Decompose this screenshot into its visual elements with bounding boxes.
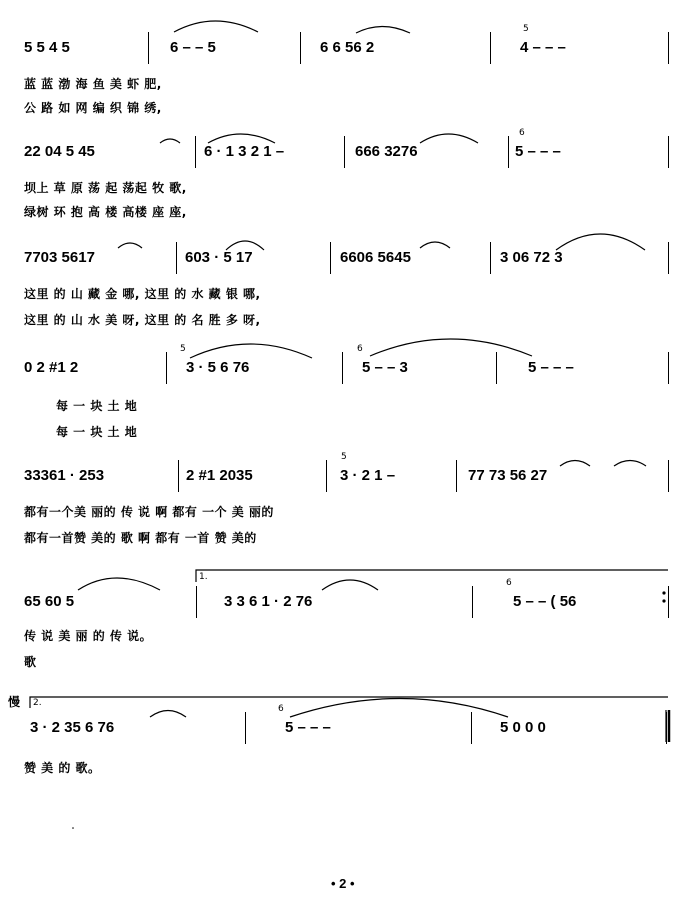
lyric-line: 传 说 美 丽 的 传 说。 [24,629,153,643]
lyric-line: 歌 [24,655,37,669]
slur [174,21,258,32]
barline [330,242,331,274]
note-measure: 5 – – ( 56 [513,593,577,610]
barline [496,352,497,384]
volta-bracket [196,570,668,582]
barline [245,712,246,744]
lyric-line: 这里 的 山 水 美 呀, 这里 的 名 胜 多 呀, [24,313,261,327]
grace-note: 6 [357,344,363,354]
note-measure: 3 · 2 35 6 76 [30,719,115,736]
note-measure: 6 – – 5 [170,39,216,56]
barline [668,32,669,64]
barline [668,352,669,384]
barline [344,136,345,168]
lyric-line: 都有一个美 丽的 传 说 啊 都有 一个 美 丽的 [24,505,274,519]
barline [668,136,669,168]
barline [471,712,472,744]
note-measure: 5 – – – [528,359,574,376]
stray-mark [72,827,74,829]
lyric-line: 坝上 草 原 荡 起 荡起 牧 歌, [24,181,187,195]
grace-note: 5 [341,452,347,462]
note-measure: 7703 5617 [24,249,95,266]
barline [472,586,473,618]
note-measure: 6 6 56 2 [320,39,375,56]
barline [148,32,149,64]
lyric-line: 都有一首赞 美的 歌 啊 都有 一首 赞 美的 [24,531,257,545]
lyric-line: 蓝 蓝 渤 海 鱼 美 虾 肥, [24,77,162,91]
grace-note: 5 [180,344,186,354]
grace-note: 6 [519,128,525,138]
note-measure: 603 · 5 17 [185,249,253,266]
barline [166,352,167,384]
page-number: • 2 • [331,876,355,891]
lyric-line: 赞 美 的 歌。 [24,761,101,775]
slur [614,461,646,467]
note-measure: 3 06 72 3 [500,249,563,266]
note-measure: 3 · 5 6 76 [186,359,250,376]
slur [420,134,478,143]
note-measure: 3 · 2 1 – [340,467,396,484]
barline [456,460,457,492]
note-measure: 0 2 #1 2 [24,359,79,376]
lyric-line: 这里 的 山 藏 金 哪, 这里 的 水 藏 银 哪, [24,287,261,301]
note-measure: 6606 5645 [340,249,411,266]
slur [560,461,590,467]
barline [178,460,179,492]
note-measure: 4 – – – [520,39,566,56]
slur [290,699,508,718]
barline [668,242,669,274]
note-measure: 5 – – 3 [362,359,408,376]
barline [342,352,343,384]
volta-number: 2. [33,698,42,708]
note-measure: 33361 · 253 [24,467,105,484]
slur [420,242,450,248]
slur [160,139,180,143]
barline [668,586,669,618]
note-measure: 5 – – – [285,719,331,736]
slur [556,234,645,250]
lyric-line: 公 路 如 网 编 织 锦 绣, [24,101,162,115]
barline [176,242,177,274]
slur [356,27,410,34]
note-measure: 22 04 5 45 [24,143,95,160]
barline [668,460,669,492]
note-measure: 666 3276 [355,143,418,160]
slur [78,578,160,590]
lyric-line: 每 一 块 土 地 [56,399,138,413]
grace-note: 6 [506,578,512,588]
volta-bracket [30,697,668,708]
grace-note: 6 [278,704,284,714]
slur [150,711,186,718]
slur [190,344,312,358]
note-measure: 3 3 6 1 · 2 76 [224,593,313,610]
repeat-dot [662,599,665,602]
volta-number: 1. [199,572,208,582]
barline [196,586,197,618]
barline [666,712,667,744]
grace-note: 5 [523,24,529,34]
note-measure: 77 73 56 27 [468,467,548,484]
barline [508,136,509,168]
slur [370,339,532,356]
lyric-line: 绿树 环 抱 高 楼 高楼 座 座, [24,205,187,219]
tempo-mark: 慢 [8,695,21,709]
barline [490,32,491,64]
slur [322,580,378,590]
note-measure: 5 – – – [515,143,561,160]
note-measure: 5 5 4 5 [24,39,70,56]
note-measure: 5 0 0 0 [500,719,546,736]
barline [490,242,491,274]
lyric-line: 每 一 块 土 地 [56,425,138,439]
note-measure: 2 #1 2035 [186,467,253,484]
note-measure: 6 · 1 3 2 1 – [204,143,285,160]
barline [195,136,196,168]
repeat-dot [662,591,665,594]
barline [326,460,327,492]
slur [118,243,142,248]
note-measure: 65 60 5 [24,593,75,610]
barline [300,32,301,64]
